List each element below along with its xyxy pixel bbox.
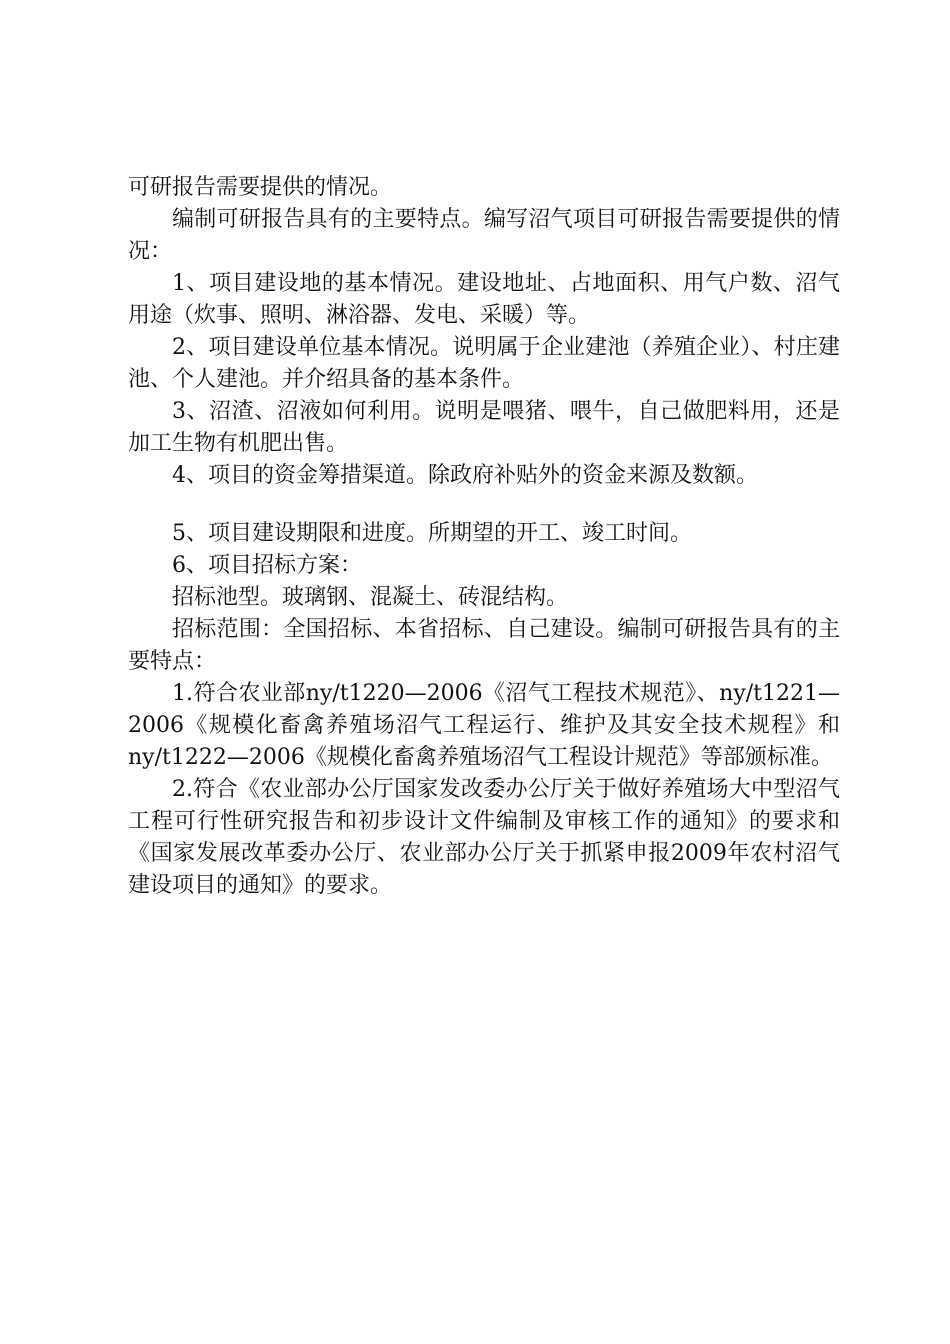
paragraph-item-2: 2、项目建设单位基本情况。说明属于企业建池（养殖企业）、村庄建池、个人建池。并介绍具备的基本条件。 [128, 335, 840, 392]
paragraph-standard-1: 1.符合农业部ny/t1220—2006《沼气工程技术规范》、ny/t1221—2006《规模化畜禽养殖场沼气工程运行、维护及其安全技术规程》和ny/t1222—2006《规模化畜禽养殖场沼气工程设计规范》等部颁标准。 [128, 681, 840, 770]
paragraph-features: 编制可研报告具有的主要特点。编写沼气项目可研报告需要提供的情况： [128, 207, 840, 264]
paragraph-item-4: 4、项目的资金筹措渠道。除政府补贴外的资金来源及数额。 [172, 463, 758, 488]
paragraph-item-6: 6、项目招标方案： [172, 553, 362, 578]
paragraph-tender-type: 招标池型。玻璃钢、混凝土、砖混结构。 [172, 585, 569, 610]
paragraph-standard-2: 2.符合《农业部办公厅国家发改委办公厅关于做好养殖场大中型沼气工程可行性研究报告和初步设计文件编制及审核工作的通知》的要求和《国家发展改革委办公厅、农业部办公厅关于抓紧申报2009年农村沼气建设项目的通知》的要求。 [128, 777, 840, 898]
paragraph-item-3: 3、沼渣、沼液如何利用。说明是喂猪、喂牛，自己做肥料用，还是加工生物有机肥出售。 [128, 399, 840, 456]
document-body [128, 172, 840, 902]
paragraph-intro: 可研报告需要提供的情况。 [128, 175, 393, 200]
paragraph-tender-scope: 招标范围：全国招标、本省招标、自己建设。编制可研报告具有的主要特点： [128, 617, 840, 674]
paragraph-item-1: 1、项目建设地的基本情况。建设地址、占地面积、用气户数、沼气用途（炊事、照明、淋浴器、发电、采暖）等。 [128, 271, 840, 328]
paragraph-item-5: 5、项目建设期限和进度。所期望的开工、竣工时间。 [172, 521, 692, 546]
